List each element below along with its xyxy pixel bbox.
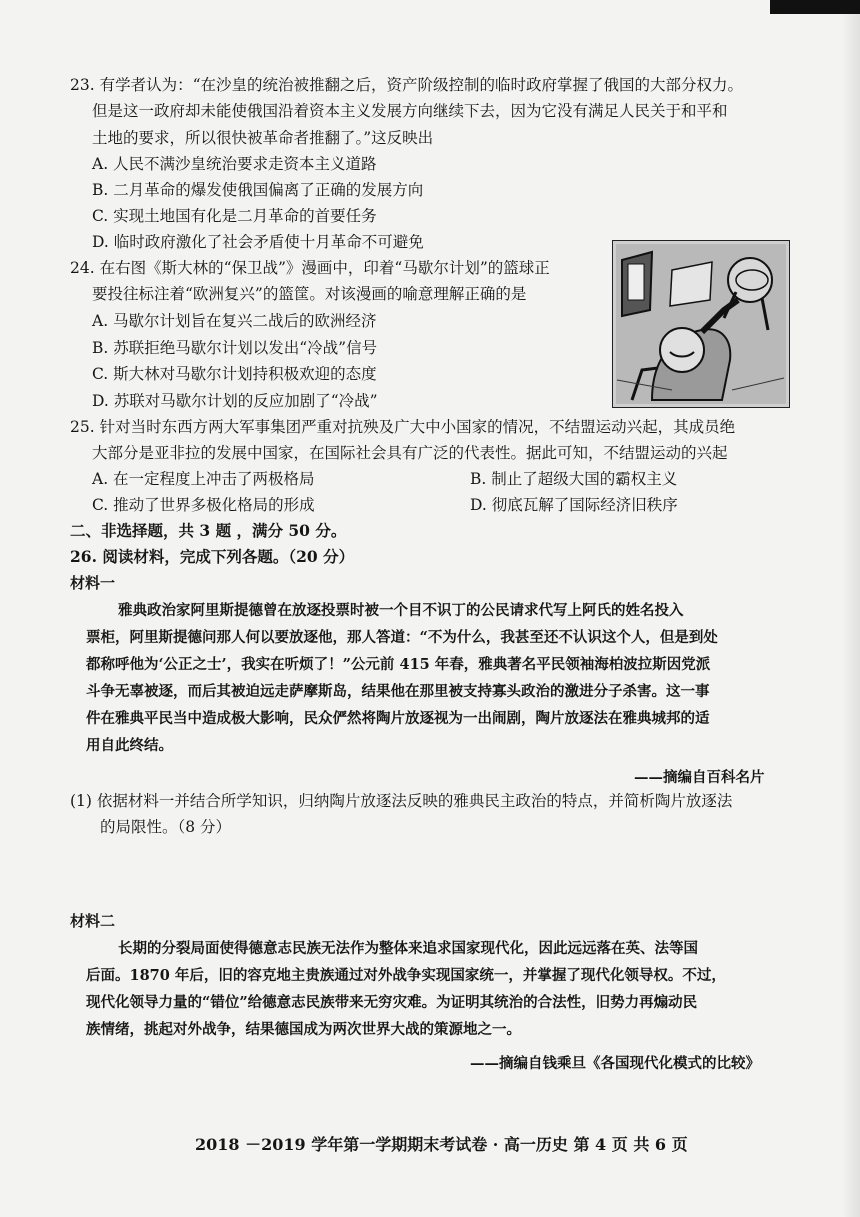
material-one-source: ——摘编自百科名片 xyxy=(634,769,765,786)
material-two-line4: 族情绪，挑起对外战争，结果德国成为两次世界大战的策源地之一。 xyxy=(86,1021,521,1038)
q24-stem-line1: 24. 在右图《斯大林的“保卫战”》漫画中，印着“马歇尔计划”的篮球正 xyxy=(70,259,550,277)
q26-sub1-line1: (1) 依据材料一并结合所学知识，归纳陶片放逐法反映的雅典民主政治的特点，并简析陶片放逐法 xyxy=(70,792,733,810)
scan-shadow xyxy=(842,0,860,1217)
q25-option-c: C. 推动了世界多极化格局的形成 xyxy=(92,496,315,514)
q24-stem-line2: 要投往标注着“欧洲复兴”的篮筐。对该漫画的喻意理解正确的是 xyxy=(92,285,527,303)
page-footer: 2018 －2019 学年第一学期期末考试卷 · 高一历史 第 4 页 共 6 页 xyxy=(195,1135,688,1154)
q23-option-b: B. 二月革命的爆发使俄国偏离了正确的发展方向 xyxy=(92,181,424,199)
q24-option-d: D. 苏联对马歇尔计划的反应加剧了“冷战” xyxy=(92,392,378,410)
material-one-label: 材料一 xyxy=(70,574,116,592)
scan-corner-mark xyxy=(770,0,860,14)
section-two-heading: 二、非选择题，共 3 题 ，满分 50 分。 xyxy=(70,521,347,540)
material-one-line1: 雅典政治家阿里斯提德曾在放逐投票时被一个目不识丁的公民请求代写上阿氏的姓名投入 xyxy=(118,602,684,619)
q25-option-b: B. 制止了超级大国的霸权主义 xyxy=(470,470,678,488)
material-one-line4: 斗争无辜被逐，而后其被迫远走萨摩斯岛，结果他在那里被支持寡头政治的激进分子杀害。这一事 xyxy=(86,683,710,700)
q24-option-b: B. 苏联拒绝马歇尔计划以发出“冷战”信号 xyxy=(92,339,378,357)
q24-option-c: C. 斯大林对马歇尔计划持积极欢迎的态度 xyxy=(92,365,377,383)
q23-stem-line3: 土地的要求，所以很快被革命者推翻了。”这反映出 xyxy=(92,129,434,147)
q23-option-d: D. 临时政府激化了社会矛盾使十月革命不可避免 xyxy=(92,233,424,251)
material-one-line5: 件在雅典平民当中造成极大影响，民众俨然将陶片放逐视为一出闹剧，陶片放逐法在雅典城邦的适 xyxy=(86,710,710,727)
material-two-line2: 后面。1870 年后，旧的容克地主贵族通过对外战争实现国家统一，并掌握了现代化领导权。不过， xyxy=(86,967,726,984)
material-two-line3: 现代化领导力量的“错位”给德意志民族带来无穷灾难。为证明其统治的合法性，旧势力再煽动民 xyxy=(86,994,698,1011)
q24-option-a: A. 马歇尔计划旨在复兴二战后的欧洲经济 xyxy=(92,312,377,330)
material-two-line1: 长期的分裂局面使得德意志民族无法作为整体来追求国家现代化，因此远远落在英、法等国 xyxy=(118,940,698,957)
q23-option-c: C. 实现土地国有化是二月革命的首要任务 xyxy=(92,207,377,225)
q23-stem-line2: 但是这一政府却未能使俄国沿着资本主义发展方向继续下去，因为它没有满足人民关于和平和 xyxy=(92,102,728,120)
q25-stem-line2: 大部分是亚非拉的发展中国家，在国际社会具有广泛的代表性。据此可知，不结盟运动的兴起 xyxy=(92,444,728,462)
material-two-source: ——摘编自钱乘旦《各国现代化模式的比较》 xyxy=(470,1055,760,1072)
q23-stem-line1: 23. 有学者认为：“在沙皇的统治被推翻之后，资产阶级控制的临时政府掌握了俄国的大部分权力。 xyxy=(70,76,744,94)
stalin-cartoon-image xyxy=(612,240,790,408)
material-one-line2: 票柜，阿里斯提德问那人何以要放逐他，那人答道：“不为什么，我甚至还不认识这个人，但是到处 xyxy=(86,629,718,646)
q23-option-a: A. 人民不满沙皇统治要求走资本主义道路 xyxy=(92,155,377,173)
q25-stem-line1: 25. 针对当时东西方两大军事集团严重对抗殃及广大中小国家的情况，不结盟运动兴起，其成员绝 xyxy=(70,418,736,436)
q26-title: 26. 阅读材料，完成下列各题。（20 分） xyxy=(70,547,355,566)
material-one-line3: 都称呼他为‘公正之士’，我实在听烦了！”公元前 415 年春，雅典著名平民领袖海柏波拉斯因党派 xyxy=(86,656,711,673)
q26-sub1-line2: 的局限性。（8 分） xyxy=(100,818,232,836)
q25-option-a: A. 在一定程度上冲击了两极格局 xyxy=(92,470,315,488)
q25-option-d: D. 彻底瓦解了国际经济旧秩序 xyxy=(470,496,678,514)
material-two-label: 材料二 xyxy=(70,912,116,930)
material-one-line6: 用自此终结。 xyxy=(86,737,173,754)
